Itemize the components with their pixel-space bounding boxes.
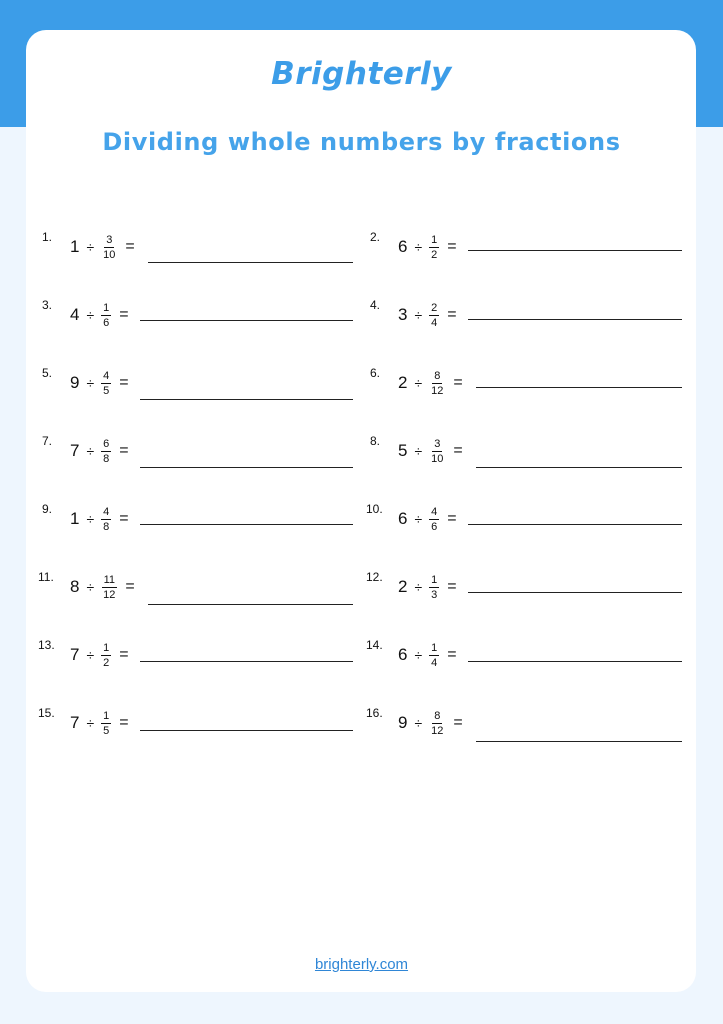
answer-line[interactable] [476, 741, 682, 742]
answer-line[interactable] [140, 467, 353, 468]
numerator: 1 [103, 709, 110, 722]
denominator: 6 [103, 316, 110, 329]
problem-number: 5. [42, 366, 53, 380]
footer-link[interactable]: brighterly.com [314, 956, 409, 973]
dividend: 9 [70, 373, 80, 392]
divisor-fraction [429, 574, 439, 601]
equals-sign: = [447, 646, 457, 663]
numerator: 6 [103, 437, 110, 450]
divide-sign: ÷ [86, 511, 95, 527]
expression [70, 298, 129, 332]
numerator: 2 [431, 301, 438, 314]
problem-number: 9. [42, 502, 53, 516]
denominator: 4 [431, 656, 438, 669]
denominator: 2 [431, 248, 438, 261]
divide-sign: ÷ [414, 307, 423, 323]
divisor-fraction [101, 370, 111, 397]
denominator: 2 [103, 656, 110, 669]
dividend: 6 [398, 645, 408, 664]
dividend: 7 [70, 645, 80, 664]
answer-line[interactable] [140, 524, 353, 525]
dividend: 4 [70, 305, 80, 324]
numerator: 1 [431, 573, 438, 586]
equals-sign: = [119, 510, 129, 527]
equals-sign: = [119, 306, 129, 323]
dividend: 1 [70, 509, 80, 528]
divisor-fraction [429, 302, 439, 329]
problem-number: 16. [366, 706, 383, 720]
problem-number: 1. [42, 230, 53, 244]
answer-line[interactable] [140, 730, 353, 731]
numerator: 8 [434, 369, 441, 382]
denominator: 8 [103, 520, 110, 533]
denominator: 10 [103, 248, 116, 261]
expression [70, 230, 135, 264]
expression [398, 366, 463, 400]
divisor-fraction [101, 642, 111, 669]
denominator: 5 [103, 384, 110, 397]
numerator: 4 [103, 505, 110, 518]
dividend: 7 [70, 441, 80, 460]
divide-sign: ÷ [414, 647, 423, 663]
divide-sign: ÷ [86, 375, 95, 391]
equals-sign: = [447, 510, 457, 527]
expression [398, 230, 457, 264]
dividend: 5 [398, 441, 408, 460]
problem-number: 14. [366, 638, 383, 652]
equals-sign: = [119, 714, 129, 731]
divisor-fraction [101, 506, 111, 533]
numerator: 4 [431, 505, 438, 518]
answer-line[interactable] [468, 250, 682, 251]
expression [70, 706, 129, 740]
divisor-fraction [429, 438, 445, 465]
dividend: 6 [398, 237, 408, 256]
divisor-fraction [429, 506, 439, 533]
problem-number: 3. [42, 298, 53, 312]
expression [398, 434, 463, 468]
problem-number: 2. [370, 230, 381, 244]
problem-number: 6. [370, 366, 381, 380]
answer-line[interactable] [148, 262, 353, 263]
divide-sign: ÷ [414, 443, 423, 459]
answer-line[interactable] [476, 387, 682, 388]
numerator: 1 [103, 301, 110, 314]
problem-number: 8. [370, 434, 381, 448]
equals-sign: = [447, 306, 457, 323]
answer-line[interactable] [140, 320, 353, 321]
answer-line[interactable] [468, 319, 682, 320]
answer-line[interactable] [468, 524, 682, 525]
divisor-fraction [101, 234, 117, 261]
problem-number: 11. [38, 570, 54, 584]
divisor-fraction [101, 574, 117, 601]
answer-line[interactable] [476, 467, 682, 468]
numerator: 3 [434, 437, 441, 450]
denominator: 8 [103, 452, 110, 465]
equals-sign: = [453, 714, 463, 731]
problem-number: 12. [366, 570, 383, 584]
equals-sign: = [447, 578, 457, 595]
divide-sign: ÷ [86, 579, 95, 595]
equals-sign: = [453, 374, 463, 391]
expression [70, 434, 129, 468]
divide-sign: ÷ [86, 443, 95, 459]
denominator: 10 [431, 452, 444, 465]
numerator: 1 [103, 641, 110, 654]
problem-number: 13. [38, 638, 55, 652]
expression [70, 570, 135, 604]
denominator: 4 [431, 316, 438, 329]
dividend: 2 [398, 577, 408, 596]
problem-number: 15. [38, 706, 55, 720]
divide-sign: ÷ [86, 307, 95, 323]
dividend: 2 [398, 373, 408, 392]
equals-sign: = [119, 374, 129, 391]
equals-sign: = [453, 442, 463, 459]
divisor-fraction [101, 438, 111, 465]
denominator: 6 [431, 520, 438, 533]
problem-number: 7. [42, 434, 53, 448]
divisor-fraction [429, 642, 439, 669]
denominator: 5 [103, 724, 110, 737]
divide-sign: ÷ [86, 239, 95, 255]
numerator: 1 [431, 641, 438, 654]
expression [70, 366, 129, 400]
dividend: 1 [70, 237, 80, 256]
expression [398, 570, 457, 604]
expression [398, 638, 457, 672]
expression [398, 298, 457, 332]
answer-line[interactable] [468, 592, 682, 593]
answer-line[interactable] [468, 661, 682, 662]
divisor-fraction [101, 302, 111, 329]
denominator: 12 [431, 384, 444, 397]
divide-sign: ÷ [414, 511, 423, 527]
divide-sign: ÷ [414, 715, 423, 731]
divisor-fraction [429, 710, 445, 737]
dividend: 8 [70, 577, 80, 596]
divide-sign: ÷ [86, 715, 95, 731]
divide-sign: ÷ [414, 239, 423, 255]
dividend: 3 [398, 305, 408, 324]
divisor-fraction [429, 370, 445, 397]
expression [70, 502, 129, 536]
denominator: 3 [431, 588, 438, 601]
problem-number: 10. [366, 502, 383, 516]
expression [398, 502, 457, 536]
numerator: 3 [106, 233, 113, 246]
numerator: 4 [103, 369, 110, 382]
numerator: 11 [103, 573, 115, 586]
divide-sign: ÷ [414, 579, 423, 595]
dividend: 7 [70, 713, 80, 732]
numerator: 1 [431, 233, 438, 246]
dividend: 9 [398, 713, 408, 732]
equals-sign: = [119, 646, 129, 663]
brand-logo [0, 48, 723, 98]
denominator: 12 [103, 588, 116, 601]
page-title: Dividing whole numbers by fractions [102, 128, 621, 156]
dividend: 6 [398, 509, 408, 528]
answer-line[interactable] [148, 604, 353, 605]
equals-sign: = [447, 238, 457, 255]
logo-text: Brighterly [271, 56, 452, 92]
answer-line[interactable] [140, 399, 353, 400]
problem-number: 4. [370, 298, 381, 312]
expression [70, 638, 129, 672]
divide-sign: ÷ [414, 375, 423, 391]
equals-sign: = [119, 442, 129, 459]
divide-sign: ÷ [86, 647, 95, 663]
numerator: 8 [434, 709, 441, 722]
divisor-fraction [429, 234, 439, 261]
denominator: 12 [431, 724, 444, 737]
expression [398, 706, 463, 740]
answer-line[interactable] [140, 661, 353, 662]
equals-sign: = [125, 578, 135, 595]
divisor-fraction [101, 710, 111, 737]
equals-sign: = [125, 238, 135, 255]
